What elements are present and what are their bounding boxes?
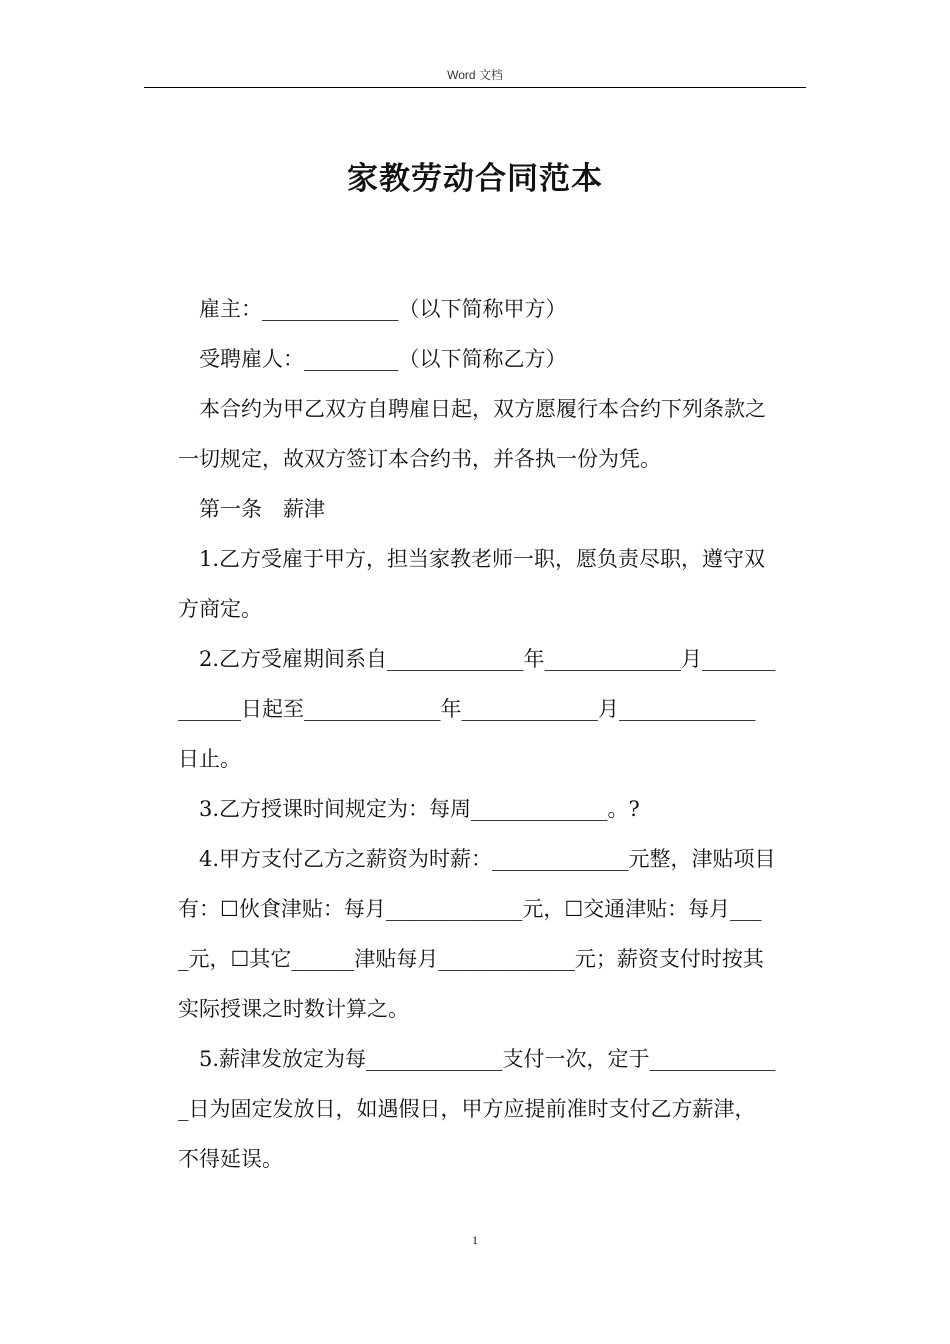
employee-line: 受聘雇人：_________（以下简称乙方） bbox=[199, 347, 567, 371]
preamble-line-2: 一切规定，故双方签订本合约书，并各执一份为凭。 bbox=[178, 447, 661, 471]
clause-5-line-3: 不得延误。 bbox=[178, 1147, 283, 1171]
page-number: 1 bbox=[472, 1233, 478, 1247]
clause-4-line-1: 4.甲方支付乙方之薪资为时薪：_____________元整，津贴项目 bbox=[199, 847, 776, 871]
clause-2-line-3: 日止。 bbox=[178, 747, 241, 771]
clause-2-line-2: ______日起至_____________年_____________月_____________ bbox=[178, 697, 756, 721]
header-divider bbox=[144, 87, 806, 88]
clause-5-line-2: _日为固定发放日，如遇假日，甲方应提前准时支付乙方薪津， bbox=[178, 1097, 756, 1121]
page-header-label: Word 文档 bbox=[447, 68, 503, 82]
clause-3-line-1: 3.乙方授课时间规定为：每周_____________。? bbox=[199, 797, 640, 821]
document-body bbox=[178, 284, 808, 1184]
clause-4-line-3: _元，☐其它______津贴每月_____________元；薪资支付时按其 bbox=[178, 947, 764, 971]
clause-4-line-4: 实际授课之时数计算之。 bbox=[178, 997, 409, 1021]
document-title: 家教劳动合同范本 bbox=[347, 161, 603, 197]
clause-2-line-1: 2.乙方受雇期间系自_____________年_____________月_______ bbox=[199, 647, 776, 671]
clause-5-line-1: 5.薪津发放定为每_____________支付一次，定于____________ bbox=[199, 1047, 776, 1071]
article-1-heading: 第一条 薪津 bbox=[199, 497, 325, 521]
clause-1-line-1: 1.乙方受雇于甲方，担当家教老师一职，愿负责尽职，遵守双 bbox=[199, 547, 766, 571]
preamble-line-1: 本合约为甲乙双方自聘雇日起，双方愿履行本合约下列条款之 bbox=[199, 397, 766, 421]
clause-4-line-2: 有：☐伙食津贴：每月_____________元，☐交通津贴：每月___ bbox=[178, 897, 762, 921]
employer-line: 雇主：_____________（以下简称甲方） bbox=[199, 297, 567, 321]
clause-1-line-2: 方商定。 bbox=[178, 597, 262, 621]
